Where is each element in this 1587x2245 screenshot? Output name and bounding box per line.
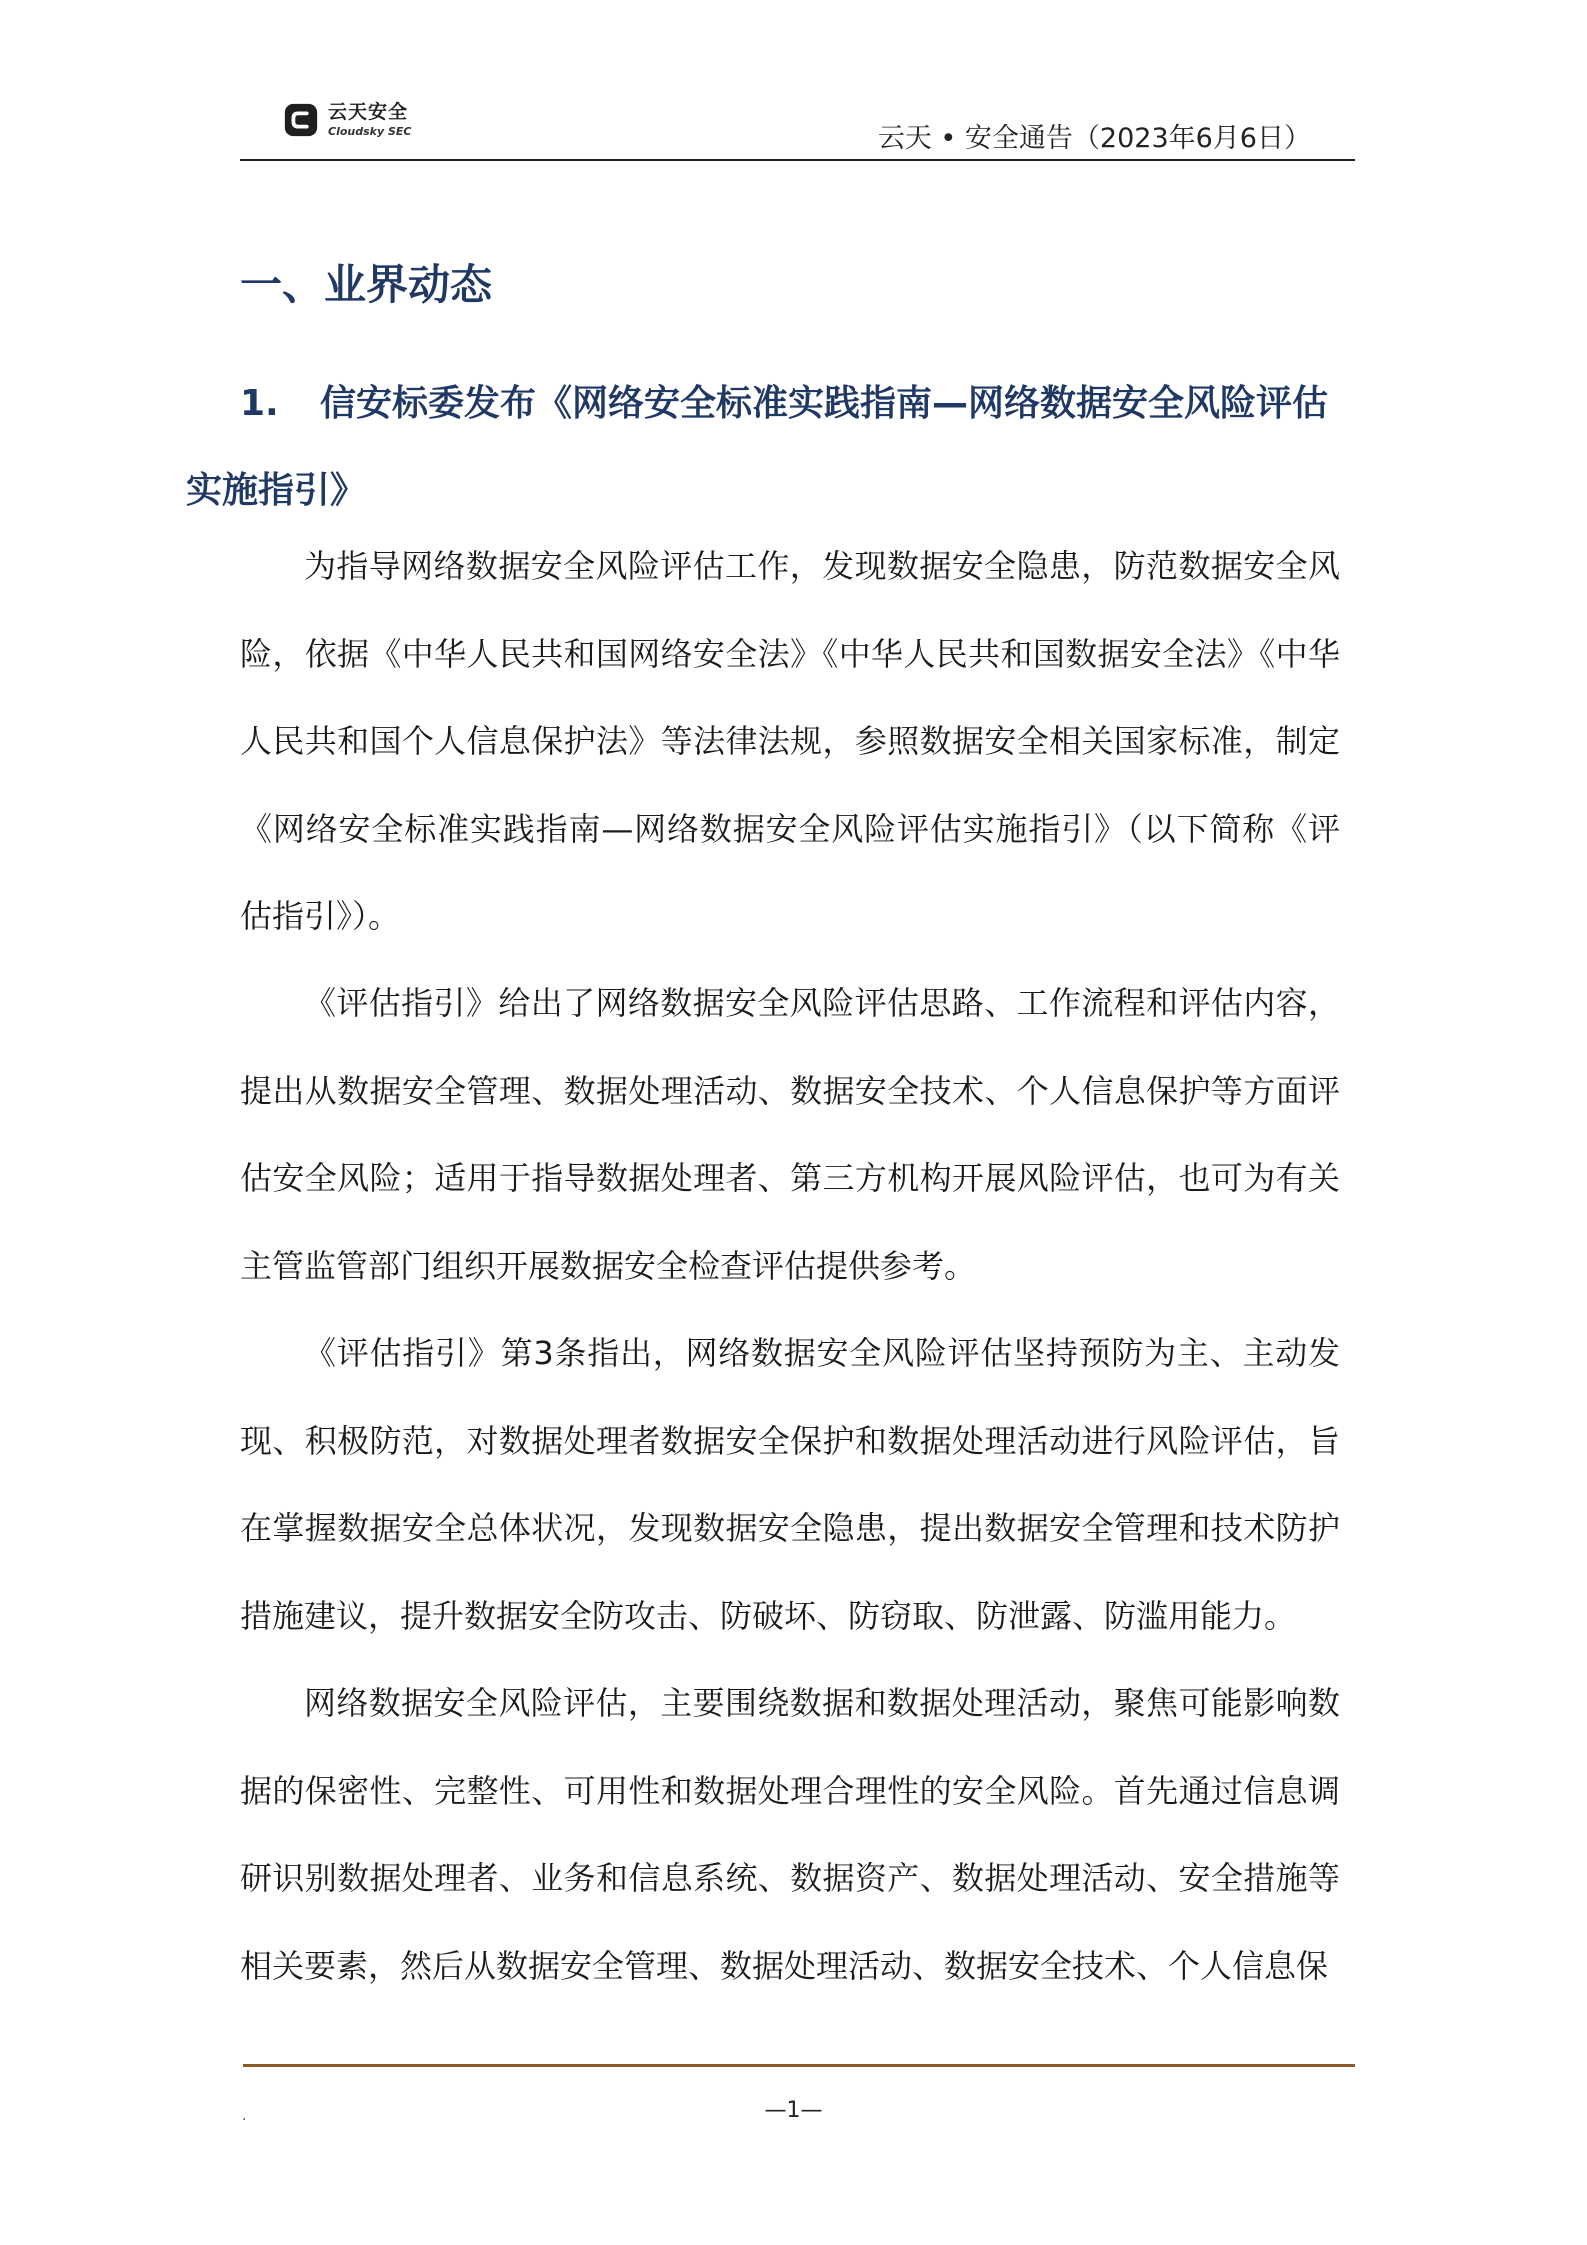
article-title: 信安标委发布《网络安全标准实践指南—网络数据安全风险评估实施指引》 <box>186 383 1329 511</box>
body-paragraph: 为指导网络数据安全风险评估工作，发现数据安全隐患，防范数据安全风险，依据《中华人民共和国网络安全法》《中华人民共和国数据安全法》《中华人民共和国个人信息保护法》等法律法规，参照数据安全相关国家标准，制定《网络安全标准实践指南—网络数据安全风险评估实施指引》（以下简称《评估指引》）。 <box>240 547 1340 935</box>
header-divider <box>240 159 1355 161</box>
article-number: 1. <box>240 383 279 424</box>
body-paragraph: 网络数据安全风险评估，主要围绕数据和数据处理活动，聚焦可能影响数据的保密性、完整性、可用性和数据处理合理性的安全风险。首先通过信息调研识别数据处理者、业务和信息系统、数据资产、数据处理活动、安全措施等相关要素，然后从数据安全管理、数据处理活动、数据安全技术、个人信息保 <box>240 1684 1340 1985</box>
logo-english-text: Cloudsky SEC <box>328 125 412 138</box>
brand-logo <box>282 96 411 144</box>
body-paragraph: 《评估指引》第3条指出，网络数据安全风险评估坚持预防为主、主动发现、积极防范，对数据处理者数据安全保护和数据处理活动进行风险评估，旨在掌握数据安全总体状况，发现数据安全隐患，提出数据安全管理和技术防护措施建议，提升数据安全防攻击、防破坏、防窃取、防泄露、防滥用能力。 <box>240 1334 1340 1635</box>
body-paragraph: 《评估指引》给出了网络数据安全风险评估思路、工作流程和评估内容，提出从数据安全管理、数据处理活动、数据安全技术、个人信息保护等方面评估安全风险；适用于指导数据处理者、第三方机构开展风险评估，也可为有关主管监管部门组织开展数据安全检查评估提供参考。 <box>240 984 1340 1285</box>
footer-mark: . <box>242 2108 247 2124</box>
header-title: 云天 • 安全通告（2023年6月6日） <box>877 123 1311 154</box>
page-number: —1— <box>764 2098 823 2123</box>
page-header <box>240 96 1355 162</box>
shield-c-icon <box>282 101 320 139</box>
section-heading: 一、业界动态 <box>240 260 493 309</box>
footer-divider <box>243 2064 1355 2067</box>
article-heading <box>186 360 1346 534</box>
logo-chinese-text: 云天安全 <box>328 101 409 123</box>
